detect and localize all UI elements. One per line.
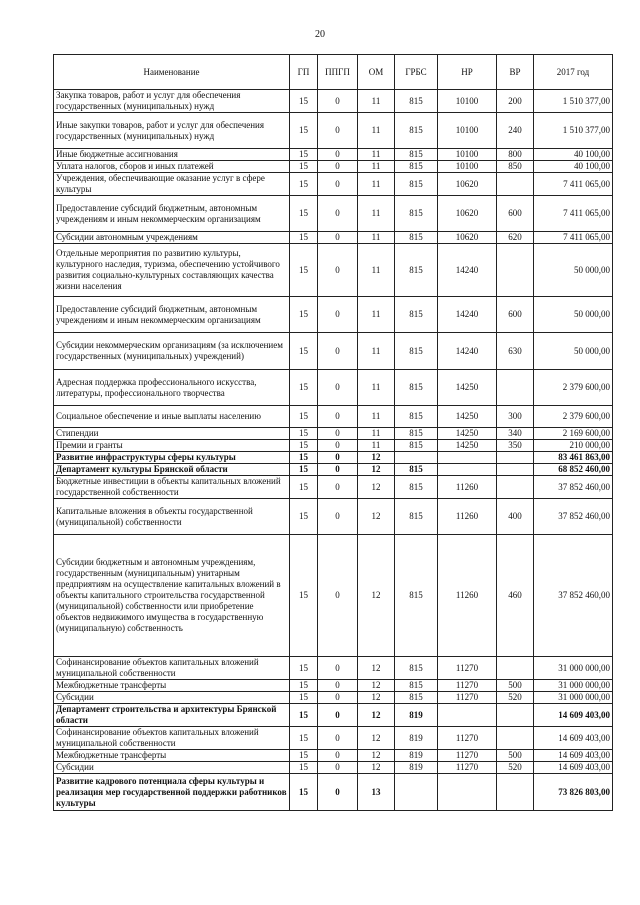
cell-om: 12 <box>358 680 395 692</box>
cell-vr: 600 <box>497 297 534 333</box>
cell-grbs: 815 <box>395 440 438 452</box>
table-row <box>54 774 613 811</box>
table-row <box>54 692 613 704</box>
cell-ppgp: 0 <box>318 297 358 333</box>
header-grbs: ГРБС <box>395 55 438 90</box>
cell-ppgp: 0 <box>318 370 358 406</box>
cell-ppgp: 0 <box>318 161 358 173</box>
cell-nr: 11270 <box>438 727 497 750</box>
cell-name: Департамент строительства и архитектуры Брянской области <box>54 704 290 727</box>
cell-om: 11 <box>358 244 395 297</box>
cell-name: Субсидии бюджетным и автономным учреждениям, государственным (муниципальным) унитарным предприятиям на осуществление капитальных вложений в объекты капитального строительства государственной (муниципальной) собственности или приобретение объектов недвижимого имущества в государственную (муниципальную) собственность <box>54 535 290 657</box>
cell-nr: 14250 <box>438 406 497 428</box>
cell-om: 11 <box>358 370 395 406</box>
cell-om: 12 <box>358 762 395 774</box>
cell-name: Департамент культуры Брянской области <box>54 464 290 476</box>
cell-amount: 50 000,00 <box>534 297 613 333</box>
cell-nr: 11270 <box>438 762 497 774</box>
cell-vr <box>497 727 534 750</box>
cell-nr: 10100 <box>438 149 497 161</box>
cell-nr: 11270 <box>438 692 497 704</box>
cell-ppgp: 0 <box>318 657 358 680</box>
cell-gp: 15 <box>290 774 318 811</box>
cell-ppgp: 0 <box>318 464 358 476</box>
cell-name: Бюджетные инвестиции в объекты капитальных вложений государственной собственности <box>54 476 290 499</box>
cell-vr: 200 <box>497 90 534 113</box>
cell-vr <box>497 476 534 499</box>
cell-grbs: 815 <box>395 406 438 428</box>
cell-amount: 14 609 403,00 <box>534 750 613 762</box>
cell-vr: 630 <box>497 333 534 370</box>
cell-amount: 37 852 460,00 <box>534 535 613 657</box>
cell-nr: 11260 <box>438 535 497 657</box>
cell-amount: 31 000 000,00 <box>534 680 613 692</box>
cell-amount: 31 000 000,00 <box>534 657 613 680</box>
cell-nr <box>438 452 497 464</box>
cell-nr: 14250 <box>438 428 497 440</box>
cell-vr: 400 <box>497 499 534 535</box>
cell-amount: 68 852 460,00 <box>534 464 613 476</box>
cell-ppgp: 0 <box>318 680 358 692</box>
cell-om: 12 <box>358 750 395 762</box>
cell-gp: 15 <box>290 149 318 161</box>
table-row <box>54 406 613 428</box>
cell-gp: 15 <box>290 750 318 762</box>
cell-ppgp: 0 <box>318 90 358 113</box>
cell-name: Межбюджетные трансферты <box>54 750 290 762</box>
table-row <box>54 464 613 476</box>
cell-grbs: 815 <box>395 90 438 113</box>
cell-gp: 15 <box>290 692 318 704</box>
cell-gp: 15 <box>290 428 318 440</box>
cell-nr: 11270 <box>438 750 497 762</box>
cell-vr <box>497 452 534 464</box>
cell-om: 11 <box>358 406 395 428</box>
cell-name: Предоставление субсидий бюджетным, автономным учреждениям и иным некоммерческим организациям <box>54 196 290 232</box>
cell-om: 11 <box>358 161 395 173</box>
table-row <box>54 762 613 774</box>
cell-om: 11 <box>358 333 395 370</box>
cell-ppgp: 0 <box>318 452 358 464</box>
cell-name: Субсидии <box>54 692 290 704</box>
table-row <box>54 232 613 244</box>
cell-amount: 40 100,00 <box>534 149 613 161</box>
cell-grbs: 815 <box>395 113 438 149</box>
cell-ppgp: 0 <box>318 750 358 762</box>
cell-name: Стипендии <box>54 428 290 440</box>
cell-amount: 2 169 600,00 <box>534 428 613 440</box>
cell-om: 11 <box>358 428 395 440</box>
cell-vr: 520 <box>497 692 534 704</box>
cell-gp: 15 <box>290 657 318 680</box>
cell-name: Адресная поддержка профессионального искусства, литературы, профессионального творчества <box>54 370 290 406</box>
cell-grbs: 815 <box>395 196 438 232</box>
cell-name: Иные бюджетные ассигнования <box>54 149 290 161</box>
cell-grbs: 815 <box>395 680 438 692</box>
cell-nr: 10620 <box>438 173 497 196</box>
cell-om: 12 <box>358 452 395 464</box>
cell-grbs: 815 <box>395 464 438 476</box>
cell-amount: 14 609 403,00 <box>534 727 613 750</box>
cell-grbs: 815 <box>395 370 438 406</box>
cell-grbs: 815 <box>395 149 438 161</box>
table-header-row <box>54 55 613 90</box>
cell-nr: 10100 <box>438 113 497 149</box>
table-row <box>54 499 613 535</box>
cell-name: Премии и гранты <box>54 440 290 452</box>
cell-name: Субсидии некоммерческим организациям (за исключением государственных (муниципальных) учреждений) <box>54 333 290 370</box>
cell-ppgp: 0 <box>318 535 358 657</box>
table-row <box>54 428 613 440</box>
cell-name: Софинансирование объектов капитальных вложений муниципальной собственности <box>54 727 290 750</box>
cell-gp: 15 <box>290 113 318 149</box>
table-row <box>54 90 613 113</box>
cell-name: Предоставление субсидий бюджетным, автономным учреждениям и иным некоммерческим организациям <box>54 297 290 333</box>
cell-om: 12 <box>358 476 395 499</box>
cell-gp: 15 <box>290 370 318 406</box>
table-row <box>54 297 613 333</box>
cell-ppgp: 0 <box>318 428 358 440</box>
header-gp: ГП <box>290 55 318 90</box>
cell-om: 11 <box>358 440 395 452</box>
cell-nr: 14240 <box>438 297 497 333</box>
cell-name: Развитие инфраструктуры сферы культуры <box>54 452 290 464</box>
cell-amount: 50 000,00 <box>534 333 613 370</box>
cell-name: Учреждения, обеспечивающие оказание услуг в сфере культуры <box>54 173 290 196</box>
cell-gp: 15 <box>290 333 318 370</box>
header-name: Наименование <box>54 55 290 90</box>
cell-nr: 10620 <box>438 196 497 232</box>
cell-gp: 15 <box>290 161 318 173</box>
table-row <box>54 727 613 750</box>
cell-name: Субсидии <box>54 762 290 774</box>
cell-ppgp: 0 <box>318 704 358 727</box>
cell-name: Закупка товаров, работ и услуг для обеспечения государственных (муниципальных) нужд <box>54 90 290 113</box>
cell-nr: 10100 <box>438 161 497 173</box>
cell-om: 12 <box>358 704 395 727</box>
cell-amount: 210 000,00 <box>534 440 613 452</box>
cell-amount: 14 609 403,00 <box>534 762 613 774</box>
header-ppgp: ППГП <box>318 55 358 90</box>
cell-gp: 15 <box>290 727 318 750</box>
cell-gp: 15 <box>290 535 318 657</box>
cell-gp: 15 <box>290 297 318 333</box>
cell-gp: 15 <box>290 464 318 476</box>
cell-grbs: 815 <box>395 499 438 535</box>
cell-amount: 14 609 403,00 <box>534 704 613 727</box>
header-om: ОМ <box>358 55 395 90</box>
cell-nr: 14250 <box>438 370 497 406</box>
table-row <box>54 196 613 232</box>
cell-grbs: 815 <box>395 161 438 173</box>
cell-amount: 31 000 000,00 <box>534 692 613 704</box>
cell-grbs: 815 <box>395 657 438 680</box>
cell-vr <box>497 774 534 811</box>
cell-name: Межбюджетные трансферты <box>54 680 290 692</box>
cell-grbs: 815 <box>395 692 438 704</box>
cell-vr: 460 <box>497 535 534 657</box>
cell-ppgp: 0 <box>318 173 358 196</box>
cell-grbs: 815 <box>395 297 438 333</box>
cell-grbs <box>395 452 438 464</box>
cell-ppgp: 0 <box>318 476 358 499</box>
cell-name: Капитальные вложения в объекты государственной (муниципальной) собственности <box>54 499 290 535</box>
cell-amount: 73 826 803,00 <box>534 774 613 811</box>
cell-amount: 7 411 065,00 <box>534 196 613 232</box>
cell-grbs: 819 <box>395 704 438 727</box>
table-row <box>54 149 613 161</box>
cell-gp: 15 <box>290 196 318 232</box>
cell-gp: 15 <box>290 476 318 499</box>
cell-name: Иные закупки товаров, работ и услуг для обеспечения государственных (муниципальных) нужд <box>54 113 290 149</box>
table-row <box>54 476 613 499</box>
cell-gp: 15 <box>290 406 318 428</box>
cell-ppgp: 0 <box>318 406 358 428</box>
cell-nr: 11260 <box>438 499 497 535</box>
cell-ppgp: 0 <box>318 149 358 161</box>
cell-amount: 7 411 065,00 <box>534 173 613 196</box>
header-nr: НР <box>438 55 497 90</box>
cell-vr: 520 <box>497 762 534 774</box>
cell-nr: 14250 <box>438 440 497 452</box>
cell-name: Развитие кадрового потенциала сферы культуры и реализация мер государственной поддержки работников культуры <box>54 774 290 811</box>
cell-om: 12 <box>358 464 395 476</box>
cell-gp: 15 <box>290 452 318 464</box>
cell-om: 11 <box>358 232 395 244</box>
table-row <box>54 535 613 657</box>
cell-amount: 37 852 460,00 <box>534 499 613 535</box>
cell-om: 11 <box>358 90 395 113</box>
cell-nr: 11270 <box>438 680 497 692</box>
cell-amount: 50 000,00 <box>534 244 613 297</box>
cell-ppgp: 0 <box>318 440 358 452</box>
table-row <box>54 680 613 692</box>
cell-grbs: 819 <box>395 750 438 762</box>
cell-vr <box>497 657 534 680</box>
cell-om: 12 <box>358 692 395 704</box>
cell-name: Уплата налогов, сборов и иных платежей <box>54 161 290 173</box>
cell-om: 11 <box>358 196 395 232</box>
table-row <box>54 750 613 762</box>
cell-gp: 15 <box>290 680 318 692</box>
cell-nr <box>438 464 497 476</box>
cell-ppgp: 0 <box>318 774 358 811</box>
cell-vr: 620 <box>497 232 534 244</box>
cell-gp: 15 <box>290 440 318 452</box>
cell-vr <box>497 370 534 406</box>
cell-om: 12 <box>358 535 395 657</box>
table-row <box>54 657 613 680</box>
cell-grbs: 819 <box>395 762 438 774</box>
cell-grbs: 815 <box>395 173 438 196</box>
cell-gp: 15 <box>290 232 318 244</box>
table-row <box>54 173 613 196</box>
cell-amount: 83 461 863,00 <box>534 452 613 464</box>
cell-nr <box>438 704 497 727</box>
cell-nr: 10100 <box>438 90 497 113</box>
cell-vr: 350 <box>497 440 534 452</box>
cell-grbs: 815 <box>395 428 438 440</box>
cell-om: 12 <box>358 499 395 535</box>
cell-om: 11 <box>358 149 395 161</box>
table-row <box>54 440 613 452</box>
cell-grbs: 815 <box>395 476 438 499</box>
cell-name: Отдельные мероприятия по развитию культуры, культурного наследия, туризма, обеспечению устойчивого развития социально-культурных составляющих качества жизни населения <box>54 244 290 297</box>
cell-ppgp: 0 <box>318 333 358 370</box>
cell-vr: 800 <box>497 149 534 161</box>
cell-nr <box>438 774 497 811</box>
cell-grbs: 819 <box>395 727 438 750</box>
cell-vr <box>497 704 534 727</box>
cell-vr: 500 <box>497 680 534 692</box>
cell-vr <box>497 173 534 196</box>
cell-nr: 14240 <box>438 333 497 370</box>
cell-ppgp: 0 <box>318 727 358 750</box>
cell-amount: 1 510 377,00 <box>534 90 613 113</box>
table-row <box>54 704 613 727</box>
cell-vr: 850 <box>497 161 534 173</box>
cell-amount: 2 379 600,00 <box>534 370 613 406</box>
cell-om: 11 <box>358 173 395 196</box>
cell-om: 11 <box>358 297 395 333</box>
cell-gp: 15 <box>290 704 318 727</box>
cell-ppgp: 0 <box>318 113 358 149</box>
page-number: 20 <box>315 29 325 40</box>
cell-ppgp: 0 <box>318 244 358 297</box>
cell-name: Софинансирование объектов капитальных вложений муниципальной собственности <box>54 657 290 680</box>
cell-om: 13 <box>358 774 395 811</box>
table-row <box>54 113 613 149</box>
cell-nr: 11260 <box>438 476 497 499</box>
cell-vr: 600 <box>497 196 534 232</box>
cell-ppgp: 0 <box>318 762 358 774</box>
table-row <box>54 333 613 370</box>
cell-gp: 15 <box>290 244 318 297</box>
cell-amount: 37 852 460,00 <box>534 476 613 499</box>
cell-gp: 15 <box>290 90 318 113</box>
table-row <box>54 370 613 406</box>
cell-name: Субсидии автономным учреждениям <box>54 232 290 244</box>
cell-ppgp: 0 <box>318 499 358 535</box>
cell-nr: 10620 <box>438 232 497 244</box>
cell-vr: 340 <box>497 428 534 440</box>
cell-grbs: 815 <box>395 244 438 297</box>
cell-amount: 40 100,00 <box>534 161 613 173</box>
cell-amount: 1 510 377,00 <box>534 113 613 149</box>
cell-nr: 14240 <box>438 244 497 297</box>
cell-gp: 15 <box>290 173 318 196</box>
cell-om: 12 <box>358 657 395 680</box>
budget-table <box>53 54 613 811</box>
cell-nr: 11270 <box>438 657 497 680</box>
cell-amount: 7 411 065,00 <box>534 232 613 244</box>
cell-name: Социальное обеспечение и иные выплаты населению <box>54 406 290 428</box>
cell-om: 11 <box>358 113 395 149</box>
cell-ppgp: 0 <box>318 692 358 704</box>
cell-ppgp: 0 <box>318 196 358 232</box>
cell-om: 12 <box>358 727 395 750</box>
cell-vr: 500 <box>497 750 534 762</box>
cell-vr: 300 <box>497 406 534 428</box>
cell-vr <box>497 464 534 476</box>
cell-amount: 2 379 600,00 <box>534 406 613 428</box>
table-row <box>54 244 613 297</box>
cell-grbs <box>395 774 438 811</box>
table-row <box>54 452 613 464</box>
cell-gp: 15 <box>290 499 318 535</box>
cell-grbs: 815 <box>395 535 438 657</box>
header-year: 2017 год <box>534 55 613 90</box>
cell-vr: 240 <box>497 113 534 149</box>
cell-gp: 15 <box>290 762 318 774</box>
header-vr: ВР <box>497 55 534 90</box>
cell-vr <box>497 244 534 297</box>
cell-grbs: 815 <box>395 232 438 244</box>
cell-grbs: 815 <box>395 333 438 370</box>
cell-ppgp: 0 <box>318 232 358 244</box>
table-row <box>54 161 613 173</box>
